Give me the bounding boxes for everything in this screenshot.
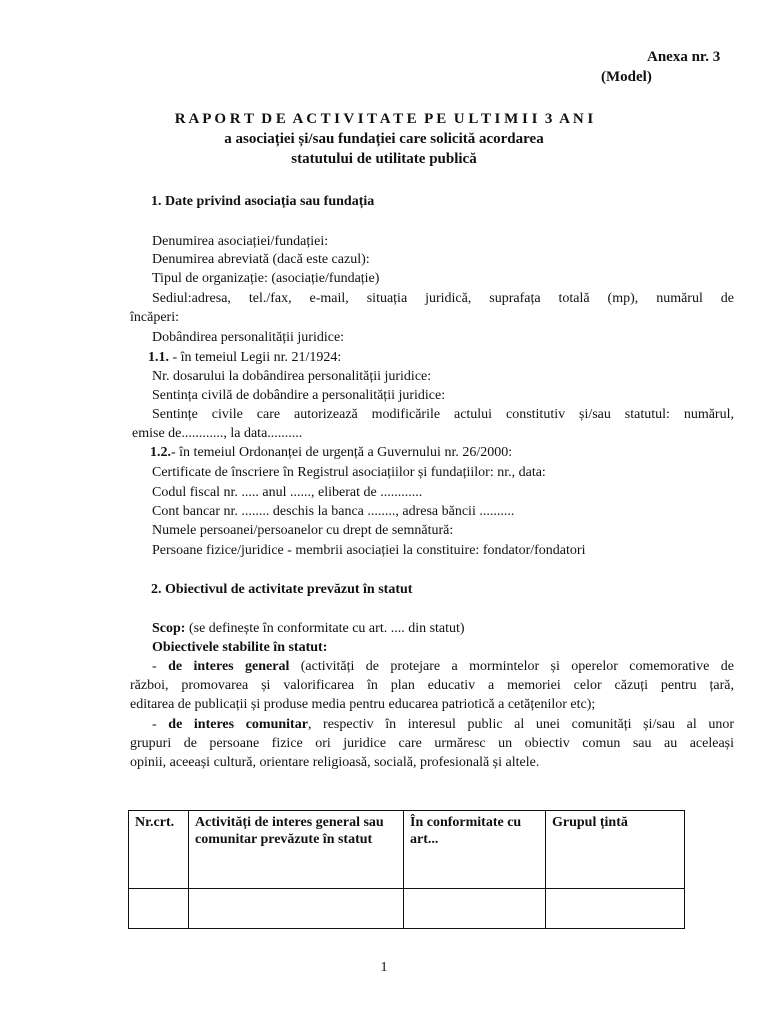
- page-number: 1: [380, 960, 388, 975]
- field-registry-certificate: Certificate de înscriere în Registrul asociațiilor și fundațiilor: nr., data:: [152, 465, 546, 480]
- field-headquarters-line1: Sediul:adresa, tel./fax, e-mail, situația juridică, suprafața totală (mp), numărul de: [152, 291, 734, 306]
- subsection-1-2-number: 1.2.: [150, 445, 171, 460]
- field-civil-sentences-modifications-line1: Sentințe civile care autorizează modificările actului constitutiv și/sau statutul: numărul,: [152, 407, 734, 422]
- subsection-1-2-text: - în temeiul Ordonanței de urgență a Guvernului nr. 26/2000:: [171, 445, 513, 460]
- field-scope: [152, 620, 465, 637]
- header-nr-crt: Nr.crt.: [129, 811, 189, 889]
- community-interest-line3: opinii, aceeași cultură, orientare religioasă, socială, profesională și altele.: [130, 755, 540, 770]
- community-interest-text-1: , respectiv în interesul public al unei comunități și/sau al unor: [307, 717, 735, 732]
- general-interest-line1: [152, 658, 734, 675]
- community-interest-line1: [152, 716, 734, 733]
- subsection-1-1-text: - în temeiul Legii nr. 21/1924:: [169, 350, 342, 365]
- community-interest-dash: -: [152, 717, 169, 732]
- activities-table: [128, 810, 685, 929]
- scope-text: (se definește în conformitate cu art. .... din statut): [185, 621, 465, 636]
- field-organization-type: Tipul de organizație: (asociație/fundație): [152, 271, 380, 286]
- table-cell-empty: [404, 889, 546, 929]
- scope-label: Scop:: [152, 621, 186, 636]
- objectives-heading: Obiectivele stabilite în statut:: [152, 640, 328, 655]
- general-interest-line2: război, promovarea și valorificarea în plan educativ a memoriei celor căzuți pentru țară,: [130, 678, 734, 693]
- field-headquarters-line2: încăperi:: [130, 310, 179, 325]
- section-2-heading: 2. Obiectivul de activitate prevăzut în statut: [151, 582, 413, 597]
- header-activities: Activități de interes general sau comunitar prevăzute în statut: [189, 811, 404, 889]
- field-dossier-number: Nr. dosarului la dobândirea personalității juridice:: [152, 369, 432, 384]
- field-bank-account: Cont bancar nr. ........ deschis la banca ........, adresa băncii ..........: [152, 504, 515, 519]
- report-subtitle-1: a asociației și/sau fundației care solicită acordarea: [224, 131, 544, 147]
- community-interest-line2: grupuri de persoane fizice ori juridice care urmăresc un obiectiv comun sau au aceleași: [130, 736, 734, 751]
- general-interest-line3: editarea de publicații și produse media pentru educarea patriotică a cetățenilor etc);: [130, 697, 596, 712]
- community-interest-label: de interes comunitar: [168, 717, 308, 732]
- report-title: R A P O R T D E A C T I V I T A T E P E U L T I M I I 3 A N I: [174, 111, 594, 127]
- field-civil-sentences-modifications-line2: emise de............, la data..........: [132, 426, 303, 441]
- field-civil-sentence: Sentința civilă de dobândire a personalității juridice:: [152, 388, 446, 403]
- table-header-row: [129, 811, 685, 889]
- subsection-1-2: [150, 444, 512, 461]
- table-cell-empty: [546, 889, 685, 929]
- field-legal-personality: Dobândirea personalității juridice:: [152, 330, 345, 345]
- header-target-group: Grupul țintă: [546, 811, 685, 889]
- table-row: [129, 889, 685, 929]
- field-fiscal-code: Codul fiscal nr. ..... anul ......, eliberat de ............: [152, 485, 423, 500]
- general-interest-dash: -: [152, 659, 169, 674]
- report-subtitle-2: statutului de utilitate publică: [291, 151, 477, 167]
- subsection-1-1: [148, 349, 341, 366]
- field-abbreviated-name: Denumirea abreviată (dacă este cazul):: [152, 252, 370, 267]
- field-association-name: Denumirea asociației/fundației:: [152, 234, 329, 249]
- annex-model: (Model): [601, 69, 652, 85]
- annex-number: Anexa nr. 3: [647, 49, 721, 65]
- table-cell-empty: [189, 889, 404, 929]
- section-1-heading: 1. Date privind asociația sau fundația: [151, 194, 375, 209]
- table-cell-empty: [129, 889, 189, 929]
- general-interest-label: de interes general: [168, 659, 290, 674]
- subsection-1-1-number: 1.1.: [148, 350, 169, 365]
- field-founding-members: Persoane fizice/juridice - membrii asociației la constituire: fondator/fondatori: [152, 543, 586, 558]
- general-interest-text-1: (activități de protejare a mormintelor și operelor comemorative de: [289, 659, 734, 674]
- field-signatories: Numele persoanei/persoanelor cu drept de semnătură:: [152, 523, 454, 538]
- header-conformity: În conformitate cu art...: [404, 811, 546, 889]
